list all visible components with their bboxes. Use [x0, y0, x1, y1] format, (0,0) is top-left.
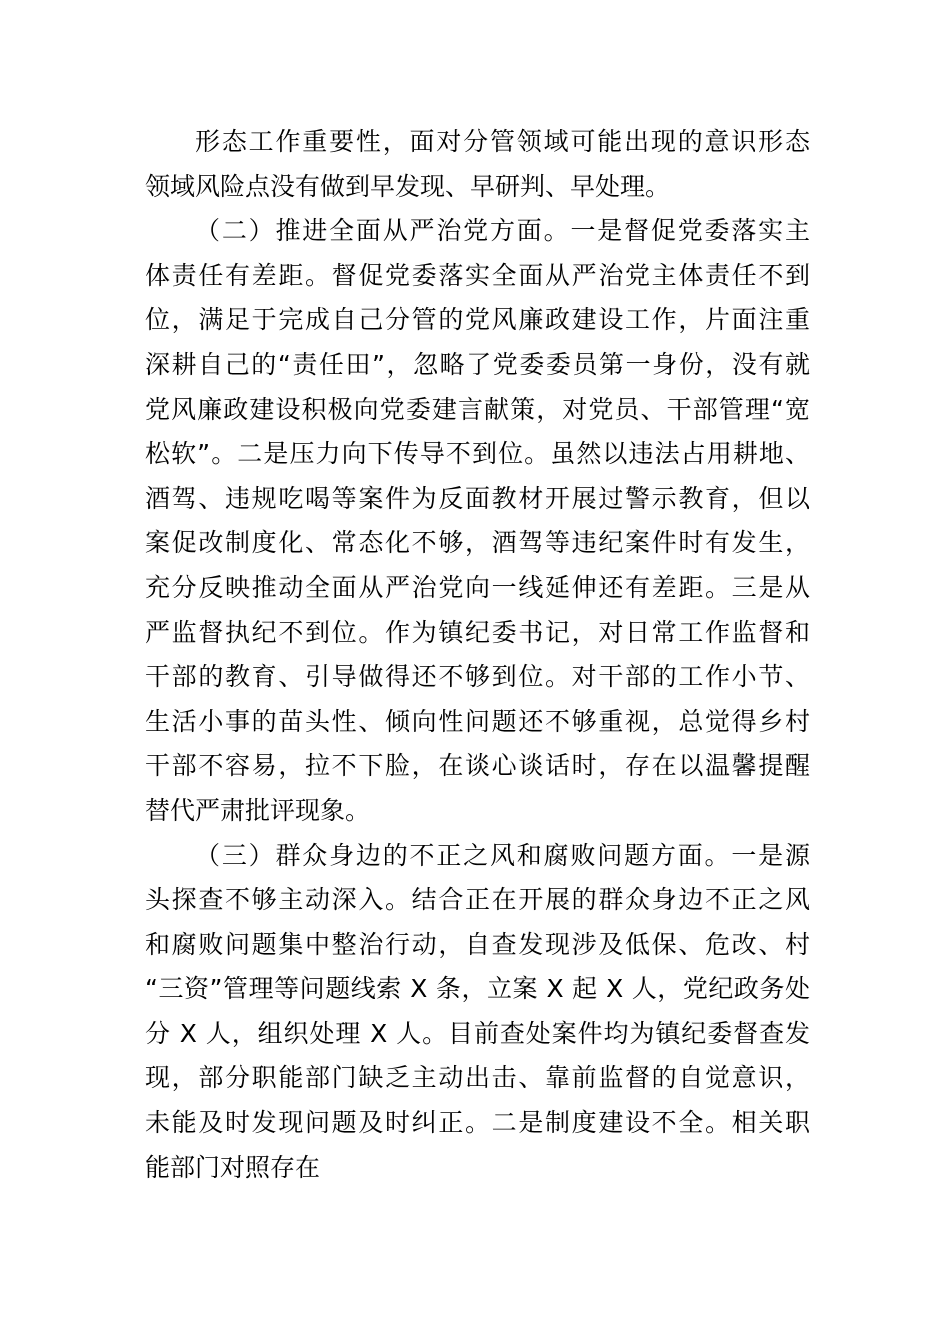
- text-line: 松软”。二是压力向下传导不到位。虽然以违法占用耕地、: [145, 439, 810, 469]
- text-line: （二）推进全面从严治党方面。一是督促党委落实主: [195, 216, 810, 246]
- text-line: 现，部分职能部门缺乏主动出击、靠前监督的自觉意识，: [145, 1063, 810, 1093]
- text-line: 案促改制度化、常态化不够，酒驾等违纪案件时有发生，: [145, 528, 810, 558]
- text-line: 形态工作重要性，面对分管领域可能出现的意识形态: [195, 127, 810, 156]
- text-line: 和腐败问题集中整治行动，自查发现涉及低保、危改、村: [145, 929, 810, 959]
- text-line: 深耕自己的“责任田”，忽略了党委委员第一身份，没有就: [145, 349, 810, 379]
- text-line: 体责任有差距。督促党委落实全面从严治党主体责任不到: [145, 260, 810, 290]
- text-line: 分 X 人，组织处理 X 人。目前查处案件均为镇纪委督查发: [145, 1018, 810, 1048]
- text-line: 充分反映推动全面从严治党向一线延伸还有差距。三是从: [145, 572, 810, 602]
- text-line: 头探查不够主动深入。结合正在开展的群众身边不正之风: [145, 885, 810, 915]
- text-line: 替代严肃批评现象。: [145, 795, 371, 825]
- text-line: 领域风险点没有做到早发现、早研判、早处理。: [145, 171, 671, 201]
- text-line: 酒驾、违规吃喝等案件为反面教材开展过警示教育，但以: [145, 483, 810, 513]
- text-line: 未能及时发现问题及时纠正。二是制度建设不全。相关职: [145, 1108, 810, 1138]
- text-line: 能部门对照存在: [145, 1152, 321, 1182]
- text-line: 生活小事的苗头性、倾向性问题还不够重视，总觉得乡村: [145, 706, 810, 736]
- text-line: “三资”管理等问题线索 X 条，立案 X 起 X 人，党纪政务处: [145, 974, 810, 1004]
- text-line: 干部的教育、引导做得还不够到位。对干部的工作小节、: [145, 662, 810, 692]
- body-text: [145, 120, 810, 1190]
- text-line: 党风廉政建设积极向党委建言献策，对党员、干部管理“宽: [145, 394, 810, 424]
- text-line: 严监督执纪不到位。作为镇纪委书记，对日常工作监督和: [145, 617, 810, 647]
- text-line: 干部不容易，拉不下脸，在谈心谈话时，存在以温馨提醒: [145, 751, 810, 781]
- text-line: （三）群众身边的不正之风和腐败问题方面。一是源: [195, 840, 810, 870]
- text-line: 位，满足于完成自己分管的党风廉政建设工作，片面注重: [145, 305, 810, 335]
